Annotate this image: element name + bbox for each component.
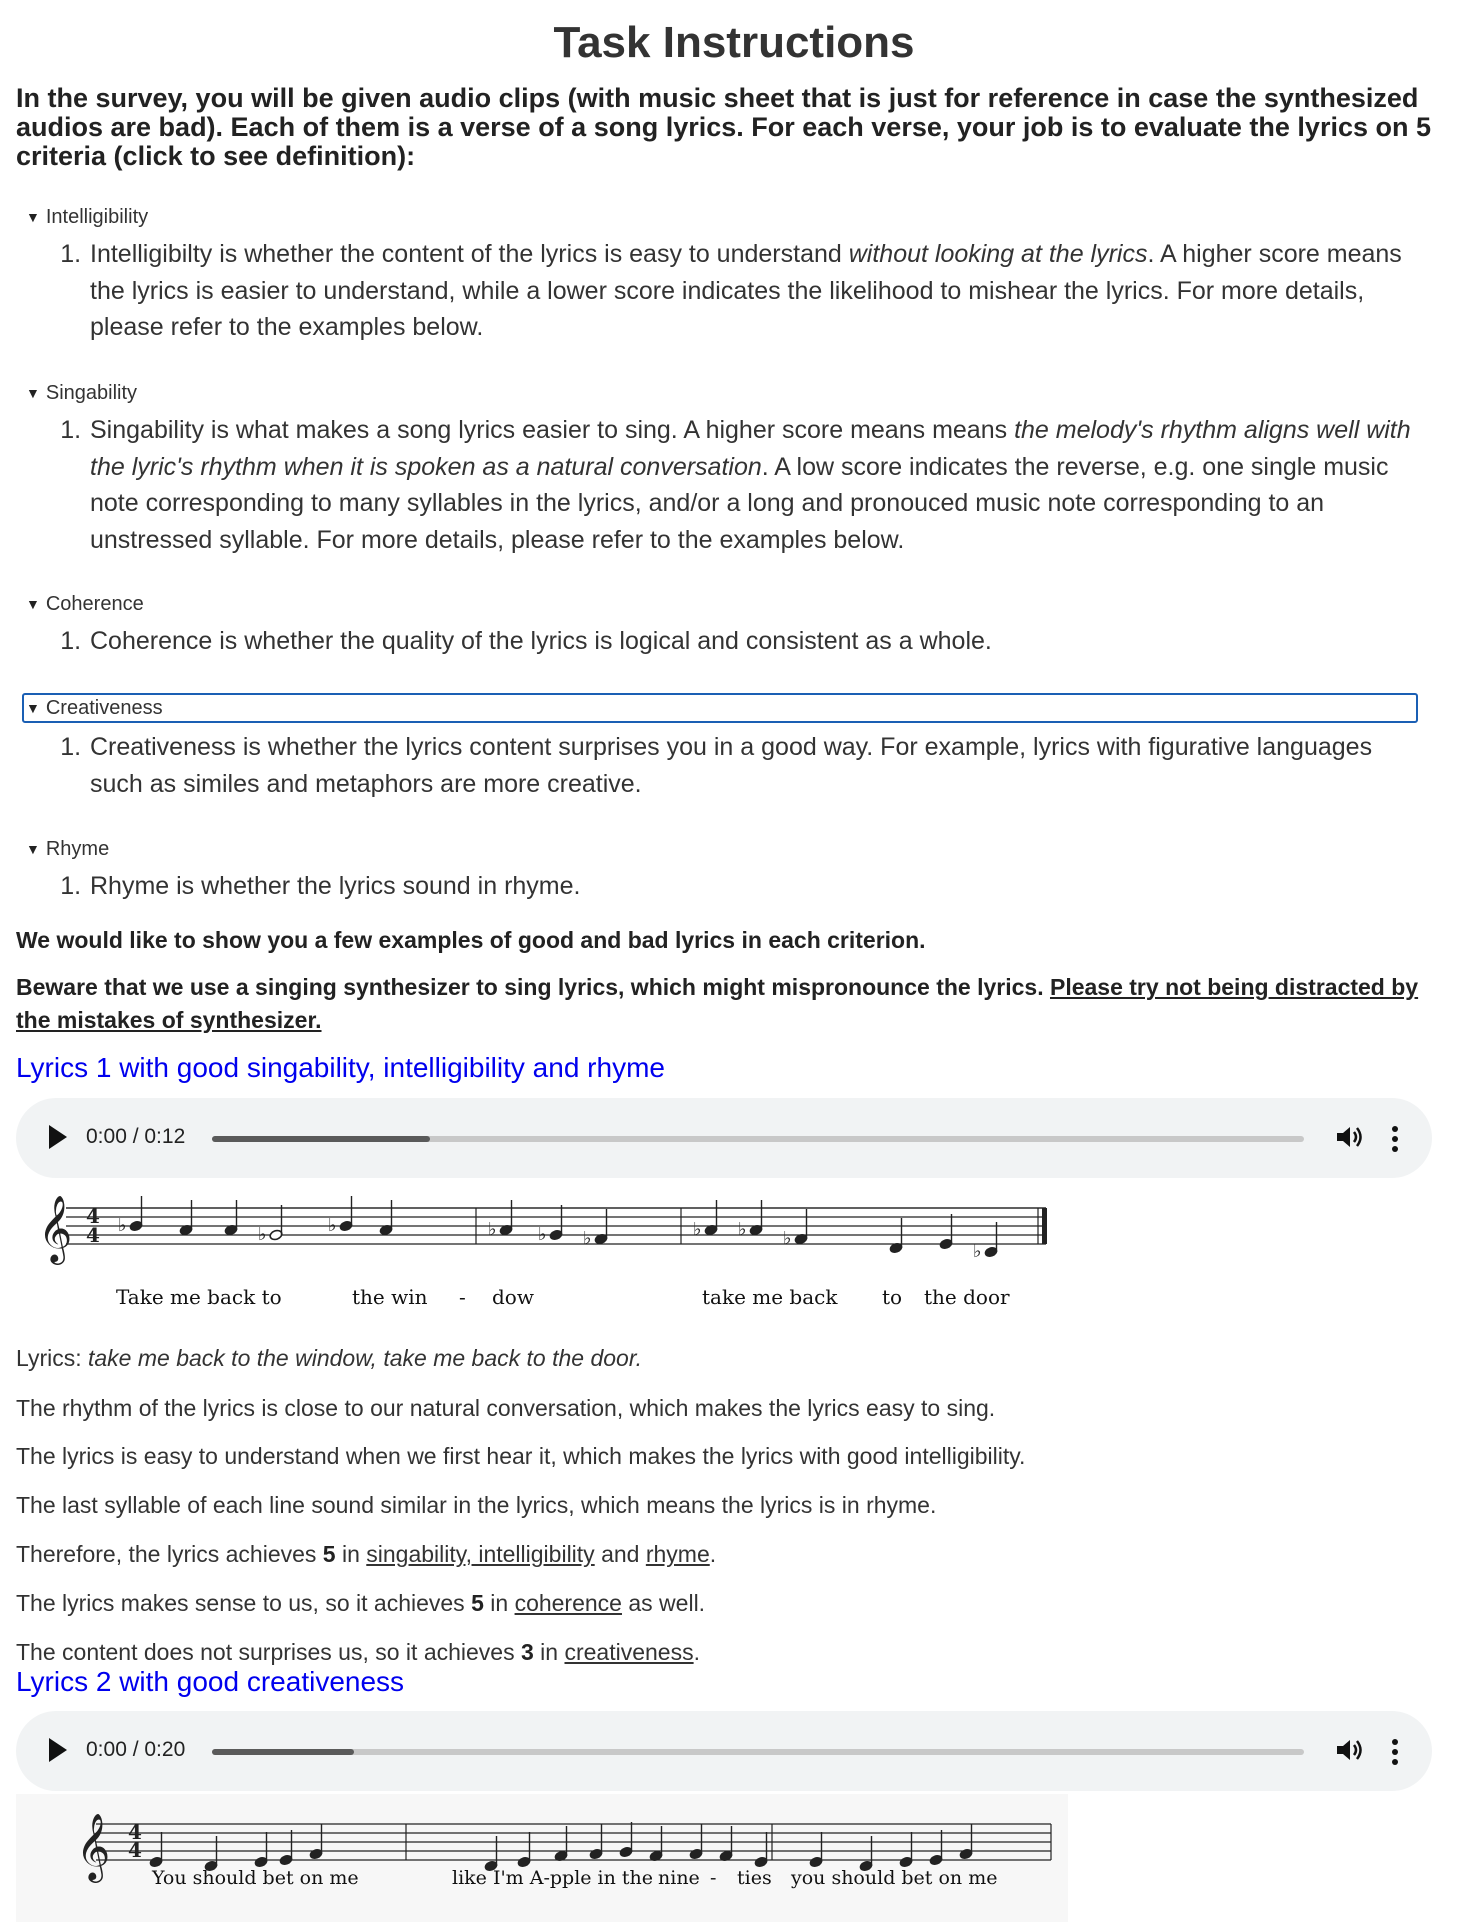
audio-seek-bar[interactable]: [212, 1136, 1304, 1142]
time-signature-top: 4: [86, 1204, 100, 1228]
link-singability-intelligibility[interactable]: singability, intelligibility: [366, 1541, 595, 1567]
volume-icon[interactable]: [1334, 1735, 1364, 1765]
criterion-label: Coherence: [45, 593, 144, 615]
play-button[interactable]: [49, 1125, 67, 1149]
audio-progress: [212, 1136, 430, 1142]
definition-item: 1. Intelligibilty is whether the content of the lyrics is easy to understand without looking at the lyrics. A higher score means the lyrics is easier to understand, while a lower score indicates the likelihood to mishear the lyrics. For more details, please refer to the examples below.: [88, 236, 1422, 346]
disclosure-triangle-icon: ▼: [26, 700, 40, 716]
audio-player-1: [16, 1098, 1432, 1178]
volume-icon[interactable]: [1334, 1122, 1364, 1152]
examples-note: We would like to show you a few examples of good and bad lyrics in each criterion.: [16, 927, 926, 953]
criterion-singability: [22, 380, 1422, 558]
flat-sign: ♭: [258, 1224, 267, 1244]
flat-sign: ♭: [118, 1215, 127, 1235]
audio-progress: [212, 1749, 354, 1755]
flat-sign: ♭: [538, 1224, 547, 1244]
more-options-icon[interactable]: [1390, 1124, 1400, 1154]
summary-intelligibility[interactable]: [22, 204, 1422, 230]
score-lyric: You should bet on me: [152, 1867, 359, 1889]
music-score-1: [16, 1190, 1066, 1320]
treble-clef-icon: 𝄞: [76, 1812, 111, 1880]
criterion-coherence: [22, 591, 1422, 660]
summary-coherence[interactable]: [22, 591, 1422, 617]
score-lyric: -: [710, 1867, 717, 1889]
disclosure-triangle-icon: ▼: [26, 385, 40, 401]
audio-seek-bar[interactable]: [212, 1749, 1304, 1755]
lyrics1-line-1: The rhythm of the lyrics is close to our natural conversation, which makes the lyrics easy to sing.: [16, 1395, 996, 1421]
disclosure-triangle-icon: ▼: [26, 841, 40, 857]
summary-creativeness[interactable]: [22, 693, 1418, 723]
criterion-label: Creativeness: [45, 697, 163, 719]
definition-list: [22, 236, 1422, 346]
lyrics1-summary-1: Therefore, the lyrics achieves 5 in singability, intelligibility and rhyme.: [16, 1541, 717, 1567]
time-signature-bottom: 4: [86, 1223, 100, 1247]
time-signature-bottom: 4: [128, 1838, 142, 1862]
lyrics1-summary-2: The lyrics makes sense to us, so it achieves 5 in coherence as well.: [16, 1590, 706, 1616]
score-lyric: the door: [924, 1285, 1010, 1309]
criterion-label: Singability: [45, 382, 138, 404]
score-lyric: ties: [737, 1867, 772, 1889]
time-signature-top: 4: [128, 1820, 142, 1844]
lyrics1-summary-3: The content does not surprises us, so it achieves 3 in creativeness.: [16, 1639, 700, 1665]
flat-sign: ♭: [488, 1219, 497, 1239]
disclosure-triangle-icon: ▼: [26, 596, 40, 612]
lyrics1-heading: Lyrics 1 with good singability, intelligibility and rhyme: [16, 1052, 665, 1083]
intro-text: In the survey, you will be given audio clips (with music sheet that is just for reference in case the synthesized audios are bad). Each of them is a verse of a song lyrics. For each verse, your job is to evaluate the lyrics on 5 criteria (click to see definition):: [16, 83, 1431, 171]
link-creativeness[interactable]: creativeness: [564, 1639, 694, 1665]
music-score-2: [16, 1794, 1068, 1922]
definition-item: 1. Coherence is whether the quality of the lyrics is logical and consistent as a whole.: [88, 623, 1422, 660]
beware-underlined: Please try not being distracted by the mistakes of synthesizer.: [16, 974, 1419, 1033]
score-lyric: you should bet on me: [791, 1867, 998, 1889]
flat-sign: ♭: [583, 1228, 592, 1248]
lyrics2-heading: Lyrics 2 with good creativeness: [16, 1666, 405, 1697]
lyrics1-text: Lyrics: take me back to the window, take me back to the door.: [16, 1345, 643, 1371]
definition-list: [22, 729, 1422, 802]
score-lyric: -: [459, 1285, 466, 1309]
definition-list: [22, 623, 1422, 660]
score-lyric: the win: [352, 1285, 428, 1309]
criterion-creativeness: [22, 693, 1422, 802]
criterion-intelligibility: [22, 204, 1422, 346]
score-lyric: to: [882, 1285, 903, 1309]
summary-singability[interactable]: [22, 380, 1422, 406]
link-rhyme[interactable]: rhyme: [645, 1541, 710, 1567]
beware-note: Beware that we use a singing synthesizer to sing lyrics, which might mispronounce the lyrics. Please try not being distracted by the mistakes of synthesizer.: [16, 974, 1419, 1033]
criterion-label: Rhyme: [45, 838, 110, 860]
more-options-icon[interactable]: [1390, 1737, 1400, 1767]
score-lyric: dow: [492, 1285, 534, 1309]
criterion-rhyme: [22, 836, 1422, 905]
definition-item: 1. Rhyme is whether the lyrics sound in rhyme.: [88, 868, 1422, 905]
page-title: Task Instructions: [553, 18, 915, 67]
audio-player-2: [16, 1711, 1432, 1791]
score-lyric: take me back: [702, 1285, 838, 1309]
score-lyric: like I'm A-pple in the: [452, 1867, 654, 1889]
flat-sign: ♭: [738, 1219, 747, 1239]
flat-sign: ♭: [328, 1215, 337, 1235]
lyrics1-line-2: The lyrics is easy to understand when we first hear it, which makes the lyrics with good intelligibility.: [16, 1443, 1026, 1469]
flat-sign: ♭: [693, 1219, 702, 1239]
disclosure-triangle-icon: ▼: [26, 209, 40, 225]
flat-sign: ♭: [783, 1228, 792, 1248]
score-lyric: Take me back to: [116, 1285, 282, 1309]
definition-item: 1. Creativeness is whether the lyrics content surprises you in a good way. For example, lyrics with figurative languages such as similes and metaphors are more creative.: [88, 729, 1422, 802]
lyrics1-line-3: The last syllable of each line sound similar in the lyrics, which means the lyrics is in rhyme.: [16, 1492, 937, 1518]
audio-time: 0:00 / 0:20: [86, 1738, 186, 1761]
definition-list: [22, 868, 1422, 905]
definition-list: [22, 412, 1422, 558]
link-coherence[interactable]: coherence: [514, 1590, 622, 1616]
definition-item: 1. Singability is what makes a song lyrics easier to sing. A higher score means means the melody's rhythm aligns well with the lyric's rhythm when it is spoken as a natural conversation. A low score indicates the reverse, e.g. one single music note corresponding to many syllables in the lyrics, and/or a long and pronouced music note corresponding to an unstressed syllable. For more details, please refer to the examples below.: [88, 412, 1422, 558]
flat-sign: ♭: [973, 1241, 982, 1261]
summary-rhyme[interactable]: [22, 836, 1422, 862]
play-button[interactable]: [49, 1738, 67, 1762]
criterion-label: Intelligibility: [45, 206, 149, 228]
score-lyric: nine: [658, 1867, 700, 1889]
treble-clef-icon: 𝄞: [38, 1194, 73, 1262]
audio-time: 0:00 / 0:12: [86, 1125, 186, 1148]
